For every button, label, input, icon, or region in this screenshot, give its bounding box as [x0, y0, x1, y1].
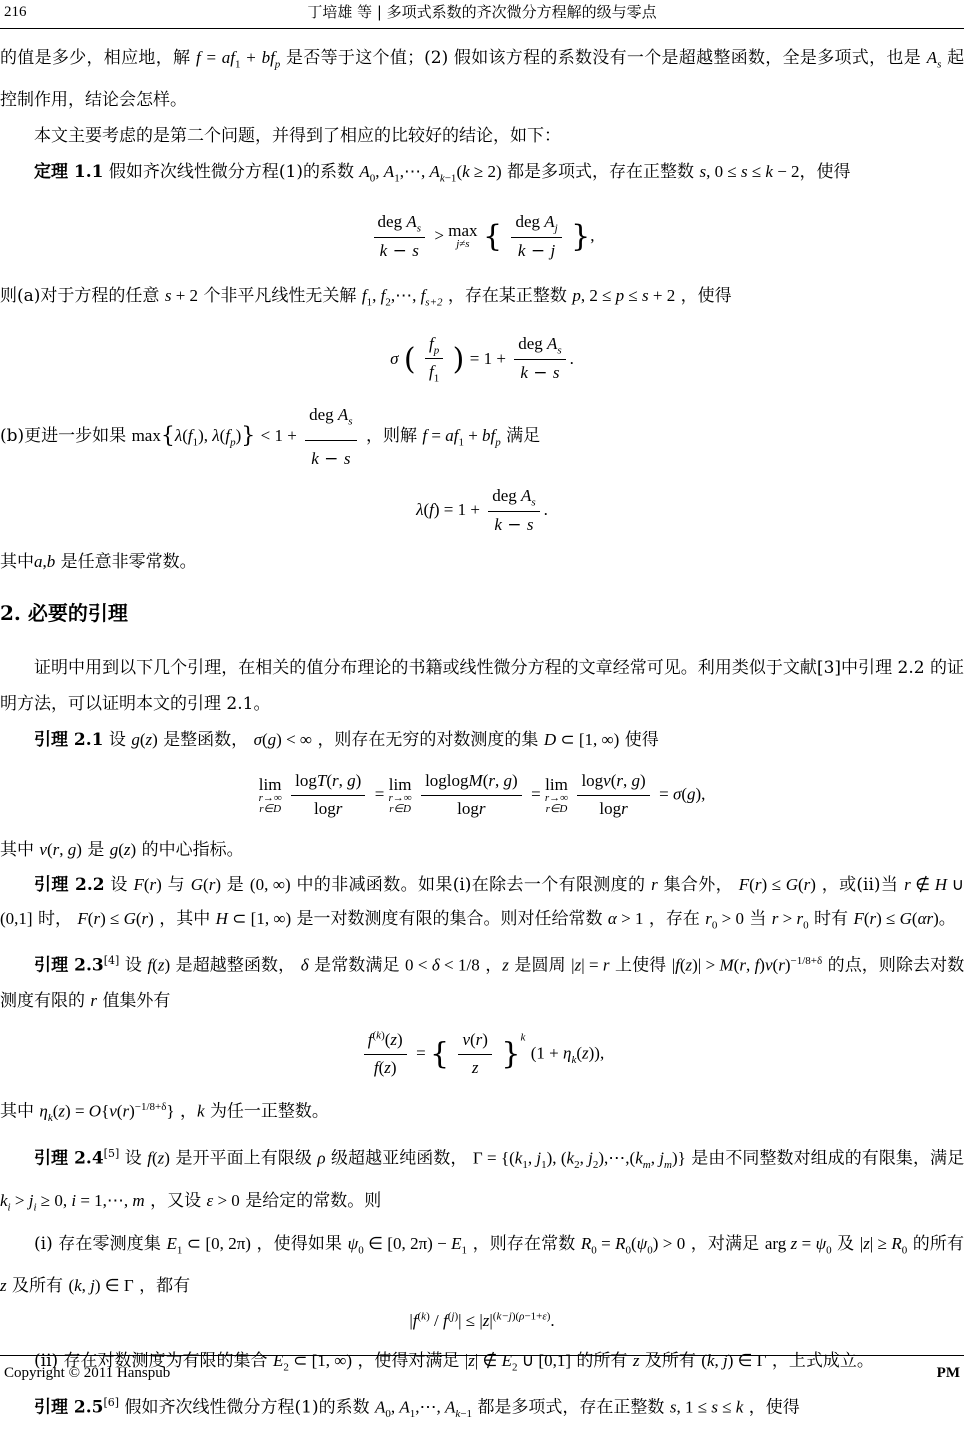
running-title: 丁培雄 等 | 多项式系数的齐次微分方程解的级与零点 [307, 3, 657, 21]
page-body [0, 40, 964, 1432]
lemma-label: 引理 2.1 [34, 730, 104, 751]
page-header [0, 0, 964, 29]
lemma-label: 引理 2.4 [34, 1148, 104, 1169]
lemma-2-4-part-ii: (ii) 存在对数测度为有限的集合 $E_2$ ⊂ [1, ∞) ，使得对满足 |z| ∉ $E_2$ ∪ [0,1] 的所有 z 及所有 (k, j) ∈ Γ ，上式成立。 [34, 1350, 874, 1373]
copyright: Copyright © 2011 Hanspub [4, 1365, 171, 1381]
citation: [4] [103, 953, 120, 967]
note-constants: 其中a,b 是任意非零常数。 [0, 552, 197, 573]
lemma-2-1: 引理 2.1 设 g(z) 是整函数， σ(g) < ∞ ，则存在无穷的对数测度的集 D ⊂ [1, ∞) 使得 [34, 730, 659, 751]
lemma-2-4-part-i: (i) 存在零测度集 $E_1$ ⊂ [0, 2π) ，使得如果 $\psi_0$ ∈ [0, $2\pi) - E_1$ ，则存在常数 $R_0 = R_0(\psi_0) > 0$ ，对满足 arg $z = \psi_0$ 及 $|z| \ge R_0$ 的所有 z 及所有 (k, j) ∈ Γ ，都有 [0, 1233, 964, 1297]
lemma-label: 引理 2.5 [34, 1397, 104, 1418]
citation: [6] [103, 1395, 120, 1409]
lemma-2-3-note: 其中 $\eta_k(z) = O\{v(r)^{-1/8+\delta}\}$ ，k 为任一正整数。 [0, 1101, 329, 1125]
lemma-label: 引理 2.2 [34, 875, 105, 896]
paragraph-2: 本文主要考虑的是第二个问题，并得到了相应的比较好的结论，如下： [34, 126, 561, 147]
section-intro: 证明中用到以下几个引理，在相关的值分布理论的书籍或线性微分方程的文章经常可见。利用类似于文献[3]中引理 2.2 的证明方法，可以证明本文的引理 2.1。 [0, 658, 964, 715]
theorem-1-1: 定理 1.1 假如齐次线性微分方程(1)的系数 $A_0$, $A_1,\cdots$, $A_{k-1}(k \ge 2)$ 都是多项式，存在正整数 s, 0 ≤ s ≤ k − 2，使得 [34, 162, 851, 185]
part-b: (b)更进一步如果 $\max\{\lambda(f_1)$, $\lambda(f_p)\} < 1$ + $\frac{deg A_s}{k - s}$ ，则解 $f = af_1 + bf_p$ 满足 [0, 397, 964, 476]
equation-part-a: σ ( $\frac{f_p}{f_1}$ ) = 1 + $\frac{deg A_s}{k - s}$ . [0, 331, 964, 388]
equation-part-b: λ(f) = 1 + $\frac{deg A_s}{k - s}$ . [0, 483, 964, 538]
lemma-2-1-note: 其中 v(r, g) 是 g(z) 的中心指标。 [0, 840, 244, 861]
paragraph-1: 的值是多少，相应地，解 $f = af_1 + bf_p$ 是否等于这个值；(2) 假如该方程的系数没有一个是超越整函数，全是多项式，也是 $A_s$ 起控制作用，结论会怎样。 [0, 48, 964, 111]
lemma-2-2: 引理 2.2 设 F(r) 与 G(r) 是 (0, ∞) 中的非减函数。如果(i)在除去一个有限测度的 r 集合外， F(r) ≤ G(r) ，或(ii)当 r ∉ H ∪ (0,1] 时， F(r) ≤ G(r) ，其中 H ⊂ [1, ∞) 是一对数测度有限的集合。则对任给常数 α > 1 ，存在 $r_0 > 0$ 当 $r > r_0$ 时有 F(r) ≤ G(αr)。 [0, 875, 964, 932]
equation-lemma-2-1: lim r→∞ r∈D $\frac{\log T(r, g)}{\log r}$ = lim r→∞ r∈D $\frac{\text{loglogM(r, g)}}{\log r}$ = lim r→∞ r∈D $\frac{\log v(r, g)}{\log r}$ = σ(g), [0, 768, 964, 822]
part-a: 则(a)对于方程的任意 s + 2 个非平凡线性无关解 $f_1$, $f_2,\cdots$, $f_{s+2}$ ，存在某正整数 p, 2 ≤ p ≤ s + 2 ，使得 [0, 286, 732, 309]
equation-lemma-2-4: $|f^{(k)} / f^{(j)}| \le |z|^{(k-j)(\rho-1+\varepsilon)}$. [409, 1310, 555, 1331]
theorem-label: 定理 1.1 [34, 162, 104, 183]
section-heading: 2. 必要的引理 [0, 601, 128, 626]
journal-abbrev: PM [936, 1365, 960, 1381]
page-footer [0, 1355, 964, 1386]
lemma-label: 引理 2.3 [34, 955, 104, 976]
lemma-2-5: 引理 2.5[6] 假如齐次线性微分方程(1)的系数 $A_0$, $A_1,\cdots$, $A_{k-1}$ 都是多项式，存在正整数 s, 1 ≤ s ≤ k ，使得 [34, 1395, 800, 1420]
lemma-2-3: 引理 2.3[4] 设 f(z) 是超越整函数， δ 是常数满足 0 < δ < 1/8 ，z 是圆周 |z| = r 上使得 |f(z)| > M(r, $f)v(r)^{-1/8+\delta}$ 的点，则除去对数测度有限的 r 值集外有 [0, 953, 964, 1012]
equation-lemma-2-3: $\frac{f^{(k)}(z)}{f(z)}$ = { $\frac{v(r)}{z}$ }$^k$ $(1 + \eta_k(z))$, [0, 1027, 964, 1081]
equation-thm11: $\frac{deg A_s}{k - s}$ > max j≠s { $\frac{deg A_j}{k - j}$ }, [0, 209, 964, 264]
lemma-2-4: 引理 2.4[5] 设 f(z) 是开平面上有限级 ρ 级超越亚纯函数， $\Gamma = \{(k_1$, $j_1$), ($k_2$, $j_2),\cdots,(k_m$, $j_m$)} 是由不同整数对组成的有限集，满足 $k_i > j_i \ge 0$, i = 1,⋯, m ，又设 ε > 0 是给定的常数。则 [0, 1147, 964, 1214]
page-number: 216 [4, 4, 27, 20]
citation: [5] [103, 1147, 120, 1161]
